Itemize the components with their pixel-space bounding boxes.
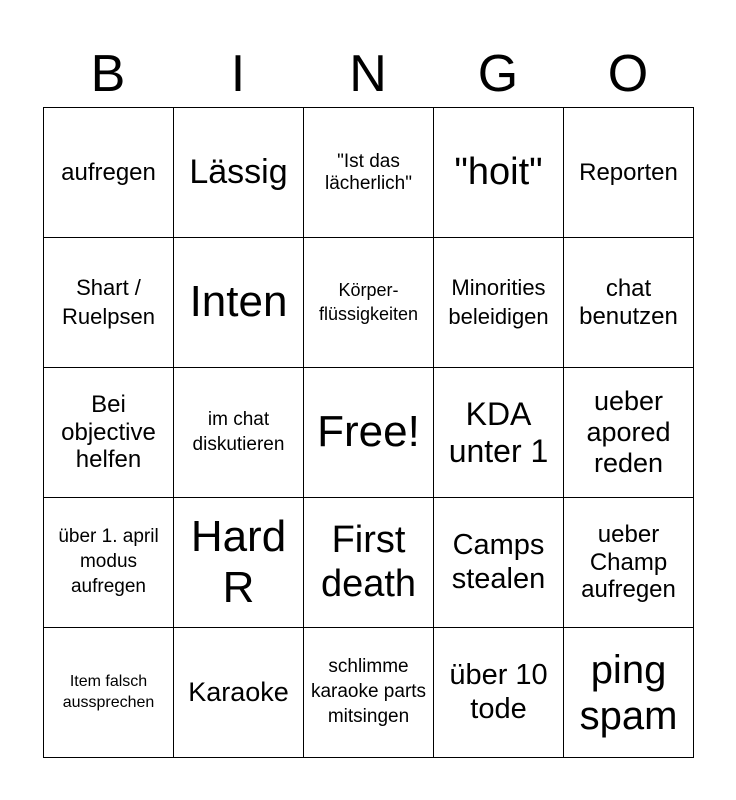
- bingo-cell[interactable]: Reporten: [564, 108, 694, 238]
- free-space-cell[interactable]: Free!: [304, 368, 434, 498]
- header-letter-n: N: [349, 45, 387, 103]
- bingo-cell[interactable]: Inten: [174, 238, 304, 368]
- bingo-cell[interactable]: über 1. april modus aufregen: [44, 498, 174, 628]
- bingo-cell[interactable]: schlimme karaoke parts mitsingen: [304, 628, 434, 758]
- bingo-cell[interactable]: ping spam: [564, 628, 694, 758]
- bingo-cell[interactable]: Hard R: [174, 498, 304, 628]
- bingo-cell[interactable]: KDA unter 1: [434, 368, 564, 498]
- bingo-cell[interactable]: "Ist das lächerlich": [304, 108, 434, 238]
- bingo-cell[interactable]: Bei objective helfen: [44, 368, 174, 498]
- bingo-cell[interactable]: First death: [304, 498, 434, 628]
- bingo-cell[interactable]: Lässig: [174, 108, 304, 238]
- bingo-cell[interactable]: "hoit": [434, 108, 564, 238]
- bingo-cell[interactable]: Minorities beleidigen: [434, 238, 564, 368]
- bingo-header: [43, 40, 693, 108]
- bingo-cell[interactable]: ueber Champ aufregen: [564, 498, 694, 628]
- bingo-cell[interactable]: Karaoke: [174, 628, 304, 758]
- bingo-cell[interactable]: Camps stealen: [434, 498, 564, 628]
- bingo-cell[interactable]: Körper-flüssigkeiten: [304, 238, 434, 368]
- bingo-cell[interactable]: über 10 tode: [434, 628, 564, 758]
- header-letter-i: I: [230, 45, 246, 103]
- bingo-cell[interactable]: Shart / Ruelpsen: [44, 238, 174, 368]
- bingo-cell[interactable]: Item falsch aussprechen: [44, 628, 174, 758]
- header-letter-b: B: [90, 45, 126, 103]
- bingo-cell[interactable]: im chat diskutieren: [174, 368, 304, 498]
- bingo-board: [43, 107, 694, 758]
- bingo-cell[interactable]: chat benutzen: [564, 238, 694, 368]
- header-letter-o: O: [607, 45, 649, 103]
- bingo-cell[interactable]: ueber apored reden: [564, 368, 694, 498]
- bingo-cell[interactable]: aufregen: [44, 108, 174, 238]
- header-letter-g: G: [477, 45, 519, 103]
